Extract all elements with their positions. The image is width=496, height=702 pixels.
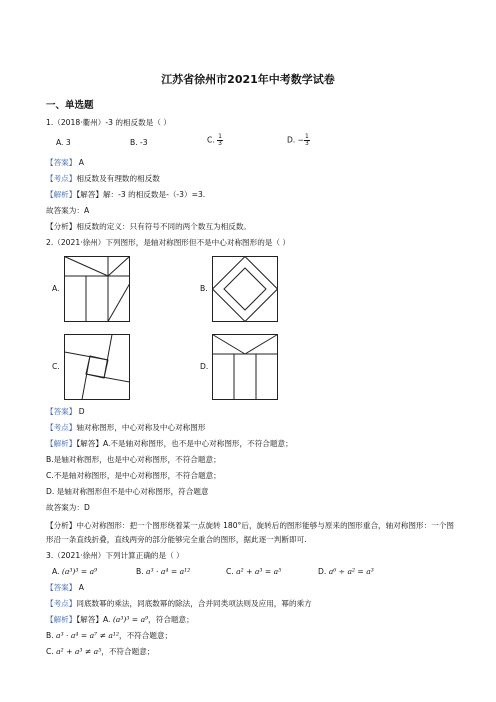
q2-note: 【分析】中心对称图形：把一个图形绕着某一点旋转 180°后，旋转后的图形能够与原来的图形重合，轴对称图形：一个图形沿一条直线折叠，直线两旁的部分能够完全重合的图形，据此逐一判断即可. [46, 521, 454, 544]
option-prefix: C. [226, 567, 237, 576]
q3-option-c [226, 567, 281, 576]
q1-option-b: B. -3 [130, 138, 148, 147]
q1-analysis [46, 190, 205, 200]
fraction-denominator: 3 [305, 140, 309, 147]
q3-analysis [46, 615, 194, 625]
q3-point [46, 599, 312, 609]
q2-figure-c [64, 334, 130, 400]
q2-stem: 2.（2021·徐州）下列图形，是轴对称图形但不是中心对称图形的是（ ） [46, 238, 291, 247]
q1-option-d-fraction [304, 134, 310, 147]
analysis-math: (a³)³ = a⁹ [112, 615, 149, 624]
option-math: a⁶ ÷ a² = a³ [328, 567, 374, 576]
q1-option-d [287, 134, 310, 147]
q2-line-c: C.不是轴对称图形，是中心对称图形，不符合题意； [46, 471, 221, 480]
option-prefix: A. [52, 567, 62, 576]
q2-figure-c-label: C. [52, 362, 60, 371]
q2-answer [46, 407, 85, 417]
fraction-denominator: 3 [218, 140, 222, 147]
option-math: a³ · a⁴ = a¹² [146, 567, 191, 576]
q1-option-a: A. 3 [56, 138, 71, 147]
q1-option-c-prefix: C. [207, 135, 218, 145]
q2-figure-a [64, 256, 130, 322]
q2-line-d: D. 是轴对称图形但不是中心对称图形，符合题意 [46, 487, 209, 496]
q1-answer [46, 158, 84, 168]
q2-analysis [46, 439, 293, 449]
q2-figure-a-label: A. [52, 284, 60, 293]
analysis-tag: 【解析】 [46, 190, 77, 199]
point-tag: 【考点】 [46, 599, 77, 608]
q1-conclusion: 故答案为：A [46, 206, 90, 215]
analysis-tag: 【解析】 [46, 439, 77, 448]
point-text: 同底数幂的乘法，同底数幂的除法，合并同类项法则及应用，幂的乘方 [76, 599, 312, 608]
page-title: 江苏省徐州市2021年中考数学试卷 [161, 73, 335, 86]
point-tag: 【考点】 [46, 174, 77, 183]
q3-option-a [52, 567, 97, 576]
option-prefix: D. [318, 567, 329, 576]
answer-value: A [78, 583, 84, 592]
q2-point [46, 423, 205, 433]
q3-stem: 3.（2021·徐州）下列计算正确的是（ ） [46, 551, 184, 560]
analysis-prefix: 【解答】A. [76, 615, 113, 624]
answer-tag: 【答案】 [46, 158, 77, 167]
q1-note: 【分析】相反数的定义：只有符号不同的两个数互为相反数。 [46, 222, 252, 231]
q1-option-c [207, 134, 223, 147]
option-math: (a³)³ = a⁹ [61, 567, 98, 576]
q3-line-c [46, 647, 154, 657]
answer-tag: 【答案】 [46, 583, 77, 592]
q2-figure-d [212, 334, 278, 400]
answer-value: A [78, 158, 84, 167]
answer-value: D [78, 407, 85, 416]
analysis-text: 【解答】A.不是轴对称图形，也不是中心对称图形，不符合题意； [76, 439, 293, 448]
answer-tag: 【答案】 [46, 407, 77, 416]
analysis-text: 【解答】解：-3 的相反数是-（-3）=3. [76, 190, 206, 199]
point-text: 相反数及有理数的相反数 [76, 174, 160, 183]
q2-conclusion: 故答案为：D [46, 503, 90, 512]
q1-stem: 1.（2018·衢州）-3 的相反数是（ ） [46, 118, 171, 127]
q3-answer [46, 583, 84, 593]
q2-figure-b [212, 256, 278, 322]
point-text: 轴对称图形，中心对称及中心对称图形 [76, 423, 206, 432]
q3-line-b [46, 631, 172, 641]
q1-option-d-prefix: D. − [287, 135, 305, 145]
analysis-tag: 【解析】 [46, 615, 77, 624]
line-prefix: B. [46, 631, 57, 640]
line-prefix: C. [46, 647, 57, 656]
line-math: a³ · a⁴ = a⁷ ≠ a¹² [56, 631, 119, 640]
line-suffix: ，不符合题意； [119, 631, 173, 640]
q2-line-b: B.是轴对称图形，也是中心对称图形，不符合题意； [46, 455, 221, 464]
fraction-numerator: 1 [218, 133, 222, 140]
analysis-suffix: ，符合题意； [148, 615, 194, 624]
q1-point [46, 174, 160, 184]
option-math: a² + a³ = a⁵ [236, 567, 282, 576]
q1-option-c-fraction [217, 134, 223, 147]
q2-figure-b-label: B. [200, 284, 208, 293]
q3-option-d [318, 567, 374, 576]
fraction-numerator: 1 [305, 133, 309, 140]
section-heading: 一、单选题 [46, 100, 94, 111]
line-math: a² + a³ ≠ a⁵ [56, 647, 102, 656]
q2-figure-d-label: D. [200, 362, 209, 371]
q3-option-b [136, 567, 190, 576]
point-tag: 【考点】 [46, 423, 77, 432]
line-suffix: ，不符合题意； [101, 647, 155, 656]
option-prefix: B. [136, 567, 147, 576]
